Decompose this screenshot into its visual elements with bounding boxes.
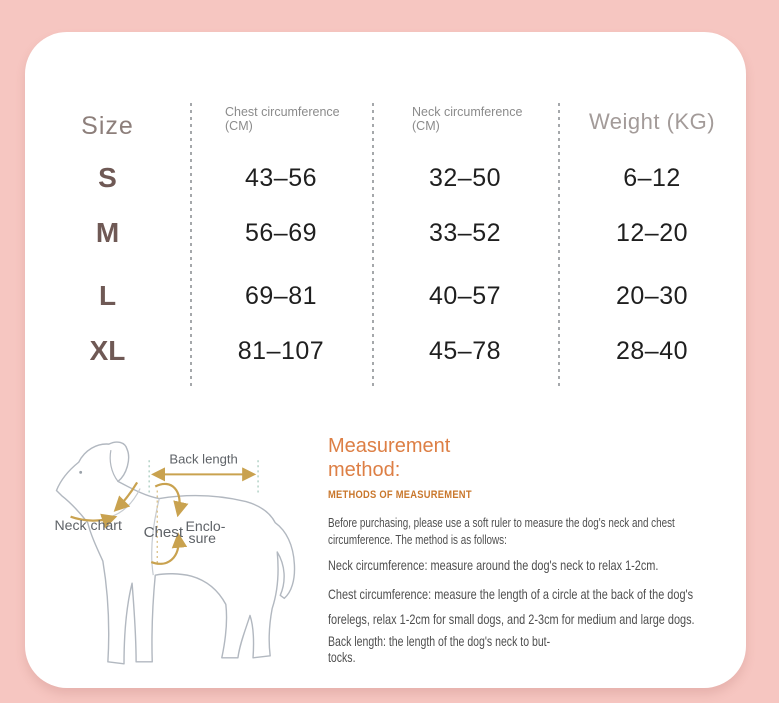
size-label: M	[95, 217, 120, 248]
col-header-chest-line1: Chest circumference	[225, 105, 340, 119]
chest-measure-arc-bottom	[151, 537, 178, 564]
dog-measurement-diagram	[43, 430, 328, 682]
col-header-neck-line1: Neck circumference	[412, 105, 523, 119]
size-chart-card	[25, 32, 746, 688]
size-label: S	[98, 162, 117, 193]
table-header-row	[25, 104, 746, 141]
col-header-chest-line2: (CM)	[225, 119, 253, 133]
chest-instruction-line2: forelegs, relax 1-2cm for small dogs, and 2-3cm for medium and large dogs.	[328, 611, 695, 627]
col-header-chest	[190, 104, 372, 141]
measurement-method-title	[328, 434, 740, 482]
col-header-neck-line2: (CM)	[412, 119, 440, 133]
title-line1: Measurement	[328, 435, 451, 457]
table-row-m	[25, 211, 746, 255]
enclosure-label-line1: Enclo-	[185, 517, 226, 534]
intro-paragraph: Before purchasing, please use a soft ruler to measure the dog's neck and chest circumference. The method is as follows:	[328, 515, 675, 547]
neck-value: 45–78	[428, 336, 502, 365]
enclosure-label-line2: sure	[188, 529, 216, 546]
weight-value: 28–40	[615, 336, 689, 365]
back-instruction-line1: Back length: the length of the dog's neck to but-	[328, 634, 551, 649]
weight-value: 6–12	[623, 163, 681, 192]
col-header-weight: Weight (KG)	[588, 109, 716, 134]
measurement-method-subtitle: METHODS OF MEASUREMENT	[328, 489, 472, 501]
neck-value: 32–50	[428, 163, 502, 192]
chest-value: 81–107	[237, 336, 325, 365]
measurement-method-section	[328, 434, 740, 666]
chest-value: 43–56	[244, 163, 318, 192]
neck-instruction: Neck circumference: measure around the dog's neck to relax 1-2cm.	[328, 557, 659, 573]
chest-instruction-line1: Chest circumference: measure the length of a circle at the back of the dog's	[328, 586, 694, 602]
chest-label: Chest	[143, 523, 184, 541]
col-header-size: Size	[81, 112, 134, 140]
neck-value: 33–52	[428, 218, 502, 247]
back-length-label: Back length	[169, 451, 238, 467]
weight-value: 20–30	[615, 281, 689, 310]
neck-chart-label: Neck chart	[54, 516, 122, 533]
neck-value: 40–57	[428, 281, 502, 310]
table-row-s	[25, 156, 746, 200]
weight-value: 12–20	[615, 218, 689, 247]
chest-value: 56–69	[244, 218, 318, 247]
size-label: XL	[89, 335, 126, 366]
table-row-l	[25, 274, 746, 318]
back-instruction-line2: tocks.	[328, 650, 356, 665]
table-row-xl	[25, 329, 746, 373]
col-header-neck	[372, 104, 558, 141]
size-label: L	[98, 280, 117, 311]
chest-value: 69–81	[244, 281, 318, 310]
title-line2: method:	[328, 459, 401, 481]
